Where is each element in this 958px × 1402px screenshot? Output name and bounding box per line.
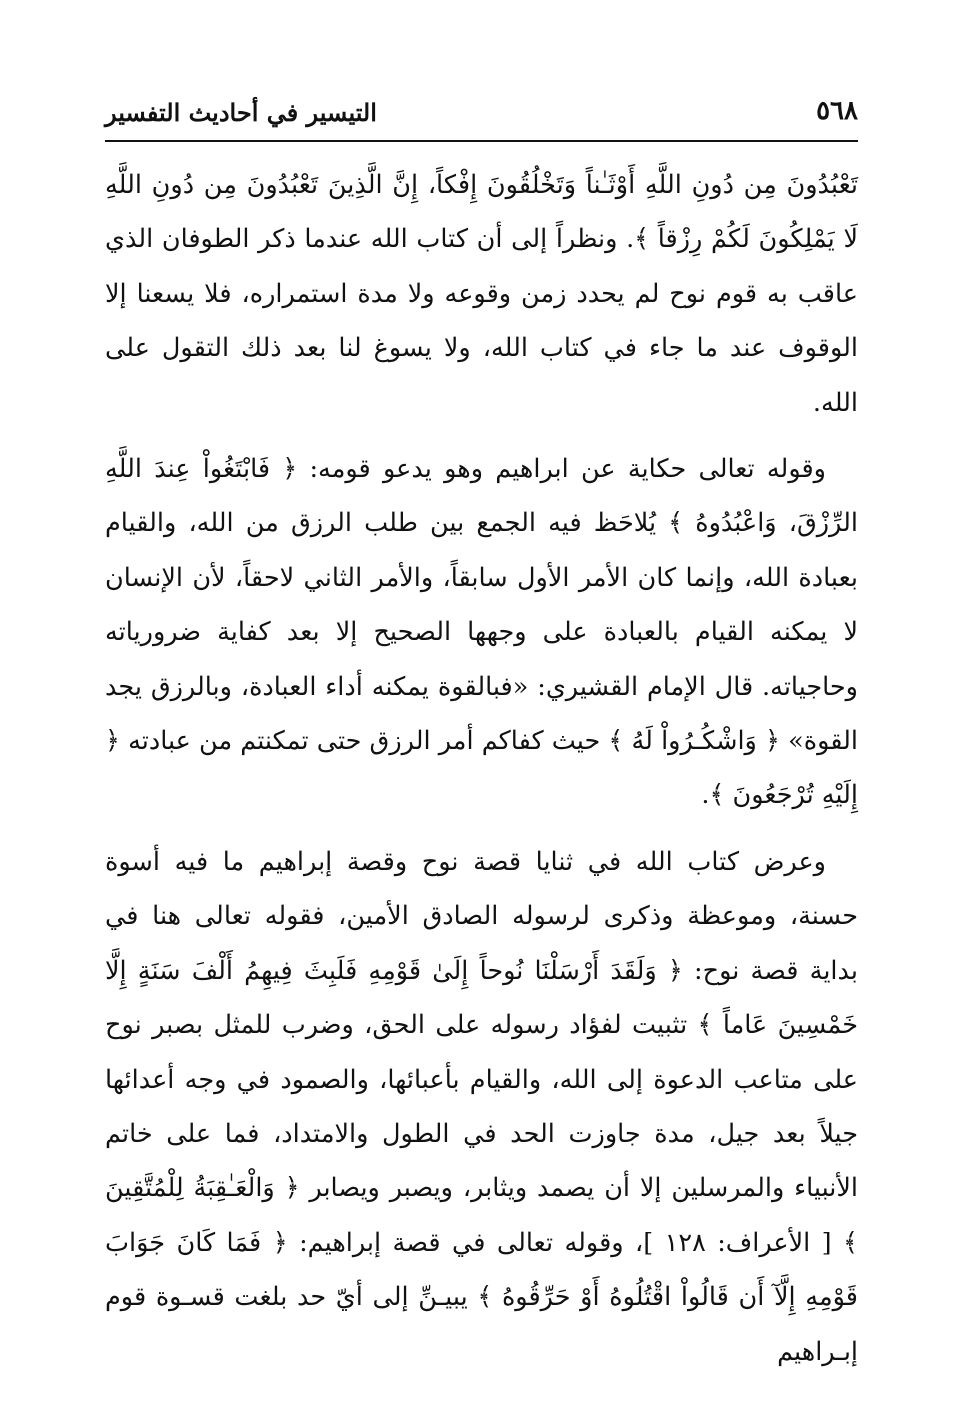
paragraph-1: تَعْبُدُونَ مِن دُونِ اللَّهِ أَوْثَـٰناً وَتَخْلُقُونَ إِفْكاً، إِنَّ الَّذِينَ تَعْبُدُونَ مِن دُونِ اللَّهِ لَا يَمْلِكُونَ لَكُمْ رِزْقاً ﴾. ونظراً إلى أن كتاب الله عندما ذكر الطوفان الذي عاقب به قوم نوح لم يحدد زمن وقوعه ولا مدة استمراره، فلا يسعنا إلا الوقوف عند ما جاء في كتاب الله، ولا يسوغ لنا بعد ذلك التقول على الله. bbox=[105, 170, 858, 418]
body-text bbox=[105, 158, 858, 1379]
paragraph-3: وعرض كتاب الله في ثنايا قصة نوح وقصة إبراهيم ما فيه أسوة حسنة، وموعظة وذكرى لرسوله الصادق الأمين، فقوله تعالى هنا في بداية قصة نوح: ﴿ وَلَقَدَ أَرْسَلْنَا نُوحاً إِلَىٰ قَوْمِهِ فَلَبِثَ فِيهِمُ أَلْفَ سَنَةٍ إِلَّا خَمْسِينَ عَاماً ﴾ تثبيت لفؤاد رسوله على الحق، وضرب للمثل بصبر نوح على متاعب الدعوة إلى الله، والقيام بأعبائها، والصمود في وجه أعدائها جيلاً بعد جيل، مدة جاوزت الحد في الطول والامتداد، فما على خاتم الأنبياء والمرسلين إلا أن يصمد ويثابر، ويصبر ويصابر ﴿ وَالْعَـٰقِبَةُ لِلْمُتَّقِينَ ﴾ [ الأعراف: ١٢٨ ]، وقوله تعالى في قصة إبراهيم: ﴿ فَمَا كَانَ جَوَابَ قَوْمِهِ إِلَّآ أَن قَالُواْ اقْتُلُوهُ أَوْ حَرِّقُوهُ ﴾ يبيـنِّ إلى أيّ حد بلغت قسـوة قوم إبـراهيم bbox=[105, 846, 859, 1367]
book-title: التيسير في أحاديث التفسير bbox=[105, 98, 377, 127]
paragraph-2: وقوله تعالى حكاية عن ابراهيم وهو يدعو قومه: ﴿ فَابْتَغُواْ عِندَ اللَّهِ الرِّزْقَ، وَاعْبُدُوهُ ﴾ يُلاحَظ فيه الجمع بين طلب الرزق من الله، والقيام بعبادة الله، وإنما كان الأمر الأول سابقاً، والأمر الثاني لاحقاً، لأن الإنسان لا يمكنه القيام بالعبادة على وجهها الصحيح إلا بعد كفاية ضرورياته وحاجياته. قال الإمام القشيري: «فبالقوة يمكنه أداء العبادة، وبالرزق يجد القوة» ﴿ وَاشْكُـرُواْ لَهُ ﴾ حيث كفاكم أمر الرزق حتى تمكنتم من عبادته ﴿ إِلَيْهِ تُرْجَعُونَ ﴾. bbox=[105, 454, 858, 811]
running-header bbox=[105, 96, 858, 136]
page-number: ٥٦٨ bbox=[816, 96, 858, 126]
header-rule bbox=[105, 140, 858, 142]
